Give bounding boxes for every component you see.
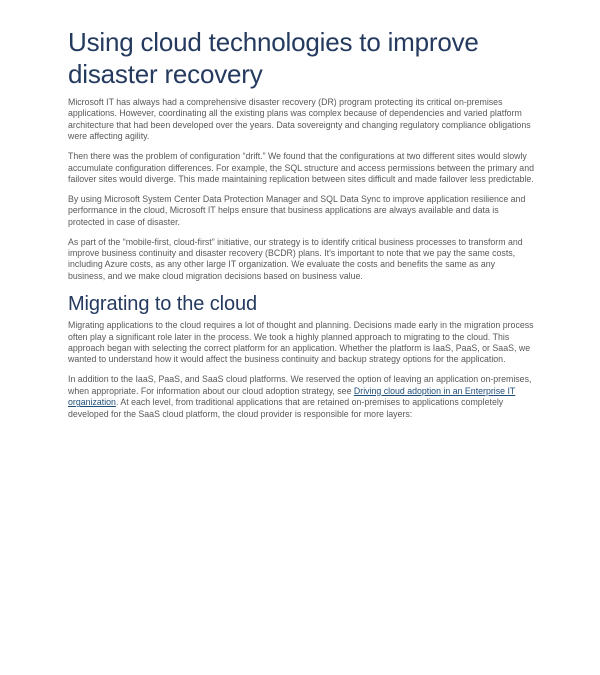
closing-paragraph-after-link: . At each level, from traditional applications that are retained on-premises to applications completely developed for the SaaS cloud platform, the cloud provider is responsible for more layers: <box>68 397 504 419</box>
cloud-adoption-link[interactable]: Driving cloud adoption in an Enterprise IT organization <box>68 385 516 408</box>
closing-paragraph-before-link: In addition to the IaaS, PaaS, and SaaS cloud platforms. We reserved the option of leaving an application on-premises, when appropriate. For information about our cloud adoption strategy, see <box>68 374 532 396</box>
intro-paragraph-1: Microsoft IT has always had a comprehensive disaster recovery (DR) program protecting its critical on-premises applications. However, coordinating all the existing plans was complex because of dependencies and varied platform architecture that had been developed over the years. Data sovereignty and changing regulatory compliance obligations were affecting agility. <box>68 97 531 142</box>
page-title: Using cloud technologies to improve disaster recovery <box>68 27 479 89</box>
section-paragraph-1: Migrating applications to the cloud requires a lot of thought and planning. Decisions made early in the migration process often play a significant role later in the process. We took a highly planned approach to migrating to the cloud. This approach began with selecting the correct platform for an application. Whether the platform is IaaS, PaaS, or SaaS, we wanted to understand how it would affect the business continuity and backup strategy options for the application. <box>68 320 534 365</box>
intro-paragraph-4: As part of the “mobile-first, cloud-first” initiative, our strategy is to identify critical business processes to transform and improve business continuity and disaster recovery (BCDR) plans. It's important to note that we pay the same costs, including Azure costs, as any other large IT organization. We evaluate the costs and benefits the same as any business, and we make cloud migration decisions based on business value. <box>68 236 523 281</box>
intro-paragraph-2: Then there was the problem of configuration “drift.” We found that the configurations at two different sites would slowly accumulate configuration differences. For example, the SQL structure and access permissions between the primary and failover sites would diverge. This made maintaining replication between sites difficult and made failover less predictable. <box>68 151 534 184</box>
section-heading-migrating-to-the-cloud: Migrating to the cloud <box>68 293 258 316</box>
intro-paragraph-3: By using Microsoft System Center Data Protection Manager and SQL Data Sync to improve application resilience and performance in the cloud, Microsoft IT helps ensure that business applications are always available and data is protected in case of disaster. <box>68 193 526 227</box>
section-paragraph-2 <box>68 374 534 420</box>
